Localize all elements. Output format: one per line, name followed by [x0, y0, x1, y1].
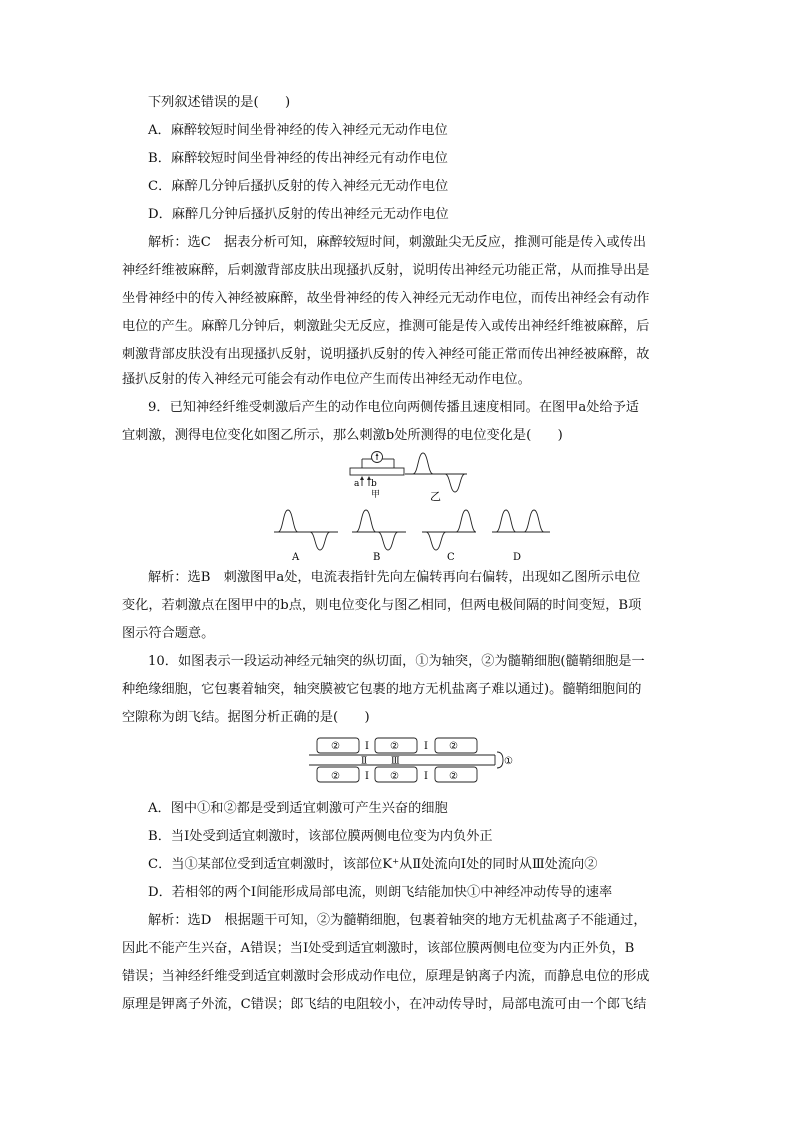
- q10-option-a: A．图中①和②都是受到适宜刺激可产生兴奋的细胞: [148, 801, 448, 816]
- waveform-option-a: [274, 510, 338, 550]
- q10-axon-figure: [305, 734, 525, 786]
- q8-analysis-line: 神经纤维被麻醉，后刺激背部皮肤出现搔扒反射，说明传出神经元功能正常，从而推导出是: [122, 263, 650, 278]
- label-jia: 甲: [371, 490, 381, 500]
- label-option-d: D: [513, 552, 522, 563]
- label-region-ii: Ⅱ: [361, 756, 368, 767]
- waveform-option-d: [492, 510, 550, 532]
- q10-option-d: D．若相邻的两个Ⅰ间能形成局部电流，则朗飞结能加快①中神经冲动传导的速率: [148, 885, 613, 900]
- label-myelin: ②: [390, 741, 399, 752]
- label-node: Ⅰ: [365, 771, 369, 782]
- q8-analysis-line: 坐骨神经中的传入神经被麻醉，故坐骨神经的传入神经元无动作电位，而传出神经会有动作: [122, 291, 650, 306]
- q10-stem-line: 空隙称为朗飞结。据图分析正确的是( ): [122, 710, 370, 725]
- q10-analysis-line: 错误；当神经纤维受到适宜刺激时会形成动作电位，原理是钠离子内流，而静息电位的形成: [122, 969, 650, 984]
- q9-analysis-line: 变化，若刺激点在图甲中的b点，则电位变化与图乙相同，但两电极间隔的时间变短，B项: [122, 598, 642, 613]
- label-axon: ①: [504, 756, 513, 767]
- label-myelin: ②: [331, 771, 340, 782]
- label-myelin: ②: [449, 771, 458, 782]
- label-yi: 乙: [430, 490, 441, 503]
- q8-option-d: D．麻醉几分钟后搔扒反射的传出神经元无动作电位: [148, 207, 449, 222]
- waveform-yi: [405, 453, 467, 492]
- q9-analysis-line: 解析：选B 刺激图甲a处，电流表指针先向左偏转再向右偏转，出现如乙图所示电位: [148, 570, 641, 585]
- label-node: Ⅰ: [424, 771, 428, 782]
- label-myelin: ②: [331, 741, 340, 752]
- label-node: Ⅰ: [424, 741, 428, 752]
- q8-option-c: C．麻醉几分钟后搔扒反射的传入神经元无动作电位: [148, 179, 449, 194]
- q10-option-c: C．当①某部位受到适宜刺激时，该部位K⁺从Ⅱ处流向Ⅰ处的同时从Ⅲ处流向②: [148, 857, 598, 872]
- q10-option-b: B．当Ⅰ处受到适宜刺激时，该部位膜两侧电位变为内负外正: [148, 829, 493, 844]
- q10-analysis-line: 因此不能产生兴奋，A错误；当Ⅰ处受到适宜刺激时，该部位膜两侧电位变为内正外负，B: [122, 941, 635, 956]
- q9-figure: [270, 448, 560, 568]
- label-region-iii: Ⅲ: [391, 756, 400, 767]
- q8-analysis-line: 搔扒反射的传入神经元可能会有动作电位产生而传出神经无动作电位。: [122, 372, 531, 387]
- label-b: b: [371, 479, 377, 489]
- q9-stem-line: 9．已知神经纤维受刺激后产生的动作电位向两侧传播且速度相同。在图甲a处给予适: [148, 400, 639, 415]
- waveform-option-c: [422, 510, 476, 550]
- label-myelin: ②: [390, 771, 399, 782]
- q10-analysis-line: 解析：选D 根据题干可知，②为髓鞘细胞，包裹着轴突的地方无机盐离子不能通过，: [148, 913, 647, 928]
- q10-stem-line: 10．如图表示一段运动神经元轴突的纵切面，①为轴突，②为髓鞘细胞(髓鞘细胞是一: [148, 654, 645, 669]
- label-option-c: C: [447, 552, 455, 563]
- q8-analysis-line: 解析：选C 据表分析可知，麻醉较短时间，刺激趾尖无反应，推测可能是传入或传出: [148, 235, 647, 250]
- label-option-b: B: [373, 552, 381, 563]
- label-myelin: ②: [449, 741, 458, 752]
- q10-analysis-line: 原理是钾离子外流，C错误；郎飞结的电阻较小，在冲动传导时，局部电流可由一个郎飞结: [122, 997, 647, 1012]
- q9-analysis-line: 图示符合题意。: [122, 626, 215, 641]
- label-a: a: [354, 479, 360, 489]
- label-option-a: A: [292, 552, 300, 563]
- q8-option-a: A．麻醉较短时间坐骨神经的传入神经元无动作电位: [148, 123, 448, 138]
- q8-analysis-line: 刺激背部皮肤没有出现搔扒反射，说明搔扒反射的传入神经可能正常而传出神经被麻醉，故: [122, 347, 650, 362]
- waveform-option-b: [352, 510, 406, 550]
- q8-stem-tail: 下列叙述错误的是( ): [148, 95, 291, 110]
- q9-stem-line: 宜刺激，测得电位变化如图乙所示，那么刺激b处所测得的电位变化是( ): [122, 428, 563, 443]
- q8-option-b: B．麻醉较短时间坐骨神经的传出神经元有动作电位: [148, 151, 448, 166]
- q10-stem-line: 种绝缘细胞，它包裹着轴突，轴突膜被它包裹的地方无机盐离子难以通过)。髓鞘细胞间的: [122, 682, 642, 697]
- q8-analysis-line: 电位的产生。麻醉几分钟后，刺激趾尖无反应，推测可能是传入或传出神经纤维被麻醉，后: [122, 319, 650, 334]
- label-node: Ⅰ: [365, 741, 369, 752]
